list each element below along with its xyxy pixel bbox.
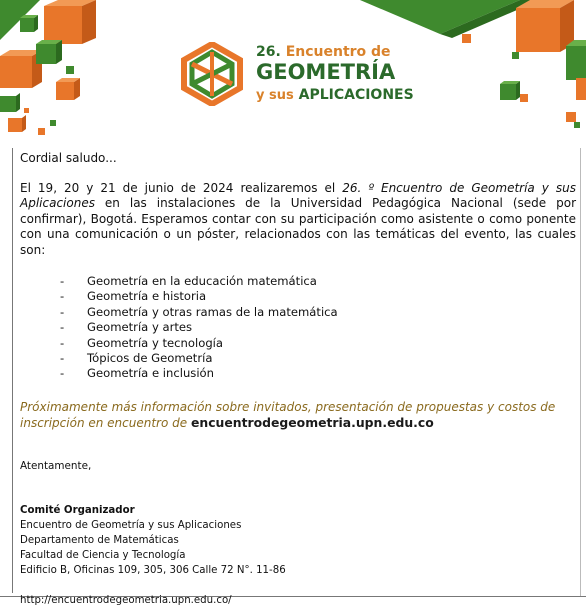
event-website-link[interactable]: encuentrodegeometria.upn.edu.co [190,414,434,430]
list-item: - Tópicos de Geometría [60,351,213,366]
event-name-emphasis: 26. º Encuentro de Geometría y sus Aplicaciones [20,181,576,211]
frame-left-border [12,148,13,593]
frame-right-border [580,148,581,596]
list-item: - Geometría y artes [60,320,193,335]
list-item: - Geometría e inclusión [60,366,214,381]
subtitle-main: APLICACIONES [298,87,414,103]
closing: Atentamente, [20,459,92,472]
list-item: - Geometría e historia [60,289,207,304]
event-title: GEOMETRÍA [256,60,396,84]
event-logo [180,42,244,106]
organizer-line: Edificio B, Oficinas 109, 305, 306 Calle 72 N°. 11-86 [20,564,286,576]
subtitle-prefix: y sus [256,88,294,103]
organizer-line: Encuentro de Geometría y sus Aplicaciones [20,519,242,531]
list-item: - Geometría y tecnología [60,335,224,350]
organizer-line: Departamento de Matemáticas [20,534,179,546]
event-subtitle [256,87,414,103]
edition-label: 26. Encuentro de [256,44,391,60]
list-item: - Geometría en la educación matemática [60,274,317,289]
greeting: Cordial saludo... [20,151,117,165]
organizer-heading: Comité Organizador [20,504,135,516]
topics-list [20,274,576,382]
letter-body [20,150,576,608]
website-url[interactable]: http://encuentrodegeometria.upn.edu.co/ [20,594,232,606]
header-banner [0,0,586,148]
organizer-block [20,503,576,578]
organizer-line: Facultad de Ciencia y Tecnología [20,549,186,561]
intro-paragraph: El 19, 20 y 21 de junio de 2024 realizaremos el 26. º Encuentro de Geometría y sus Aplicaciones en las instalaciones de la Universidad Pedagógica Nacional (sede por confirmar), Bogotá. Esperamos contar con su participación como asistente o como ponente con una comunicación o un póster, relacionados con las temáticas del evento, las cuales son: [20,181,576,257]
list-item: - Geometría y otras ramas de la matemática [60,304,338,319]
edition-suffix: Encuentro de [285,44,391,60]
more-info-notice: Próximamente más información sobre invitados, presentación de propuestas y costos de inscripción en encuentro de encuentrodegeometria.upn.edu.co [20,399,556,430]
